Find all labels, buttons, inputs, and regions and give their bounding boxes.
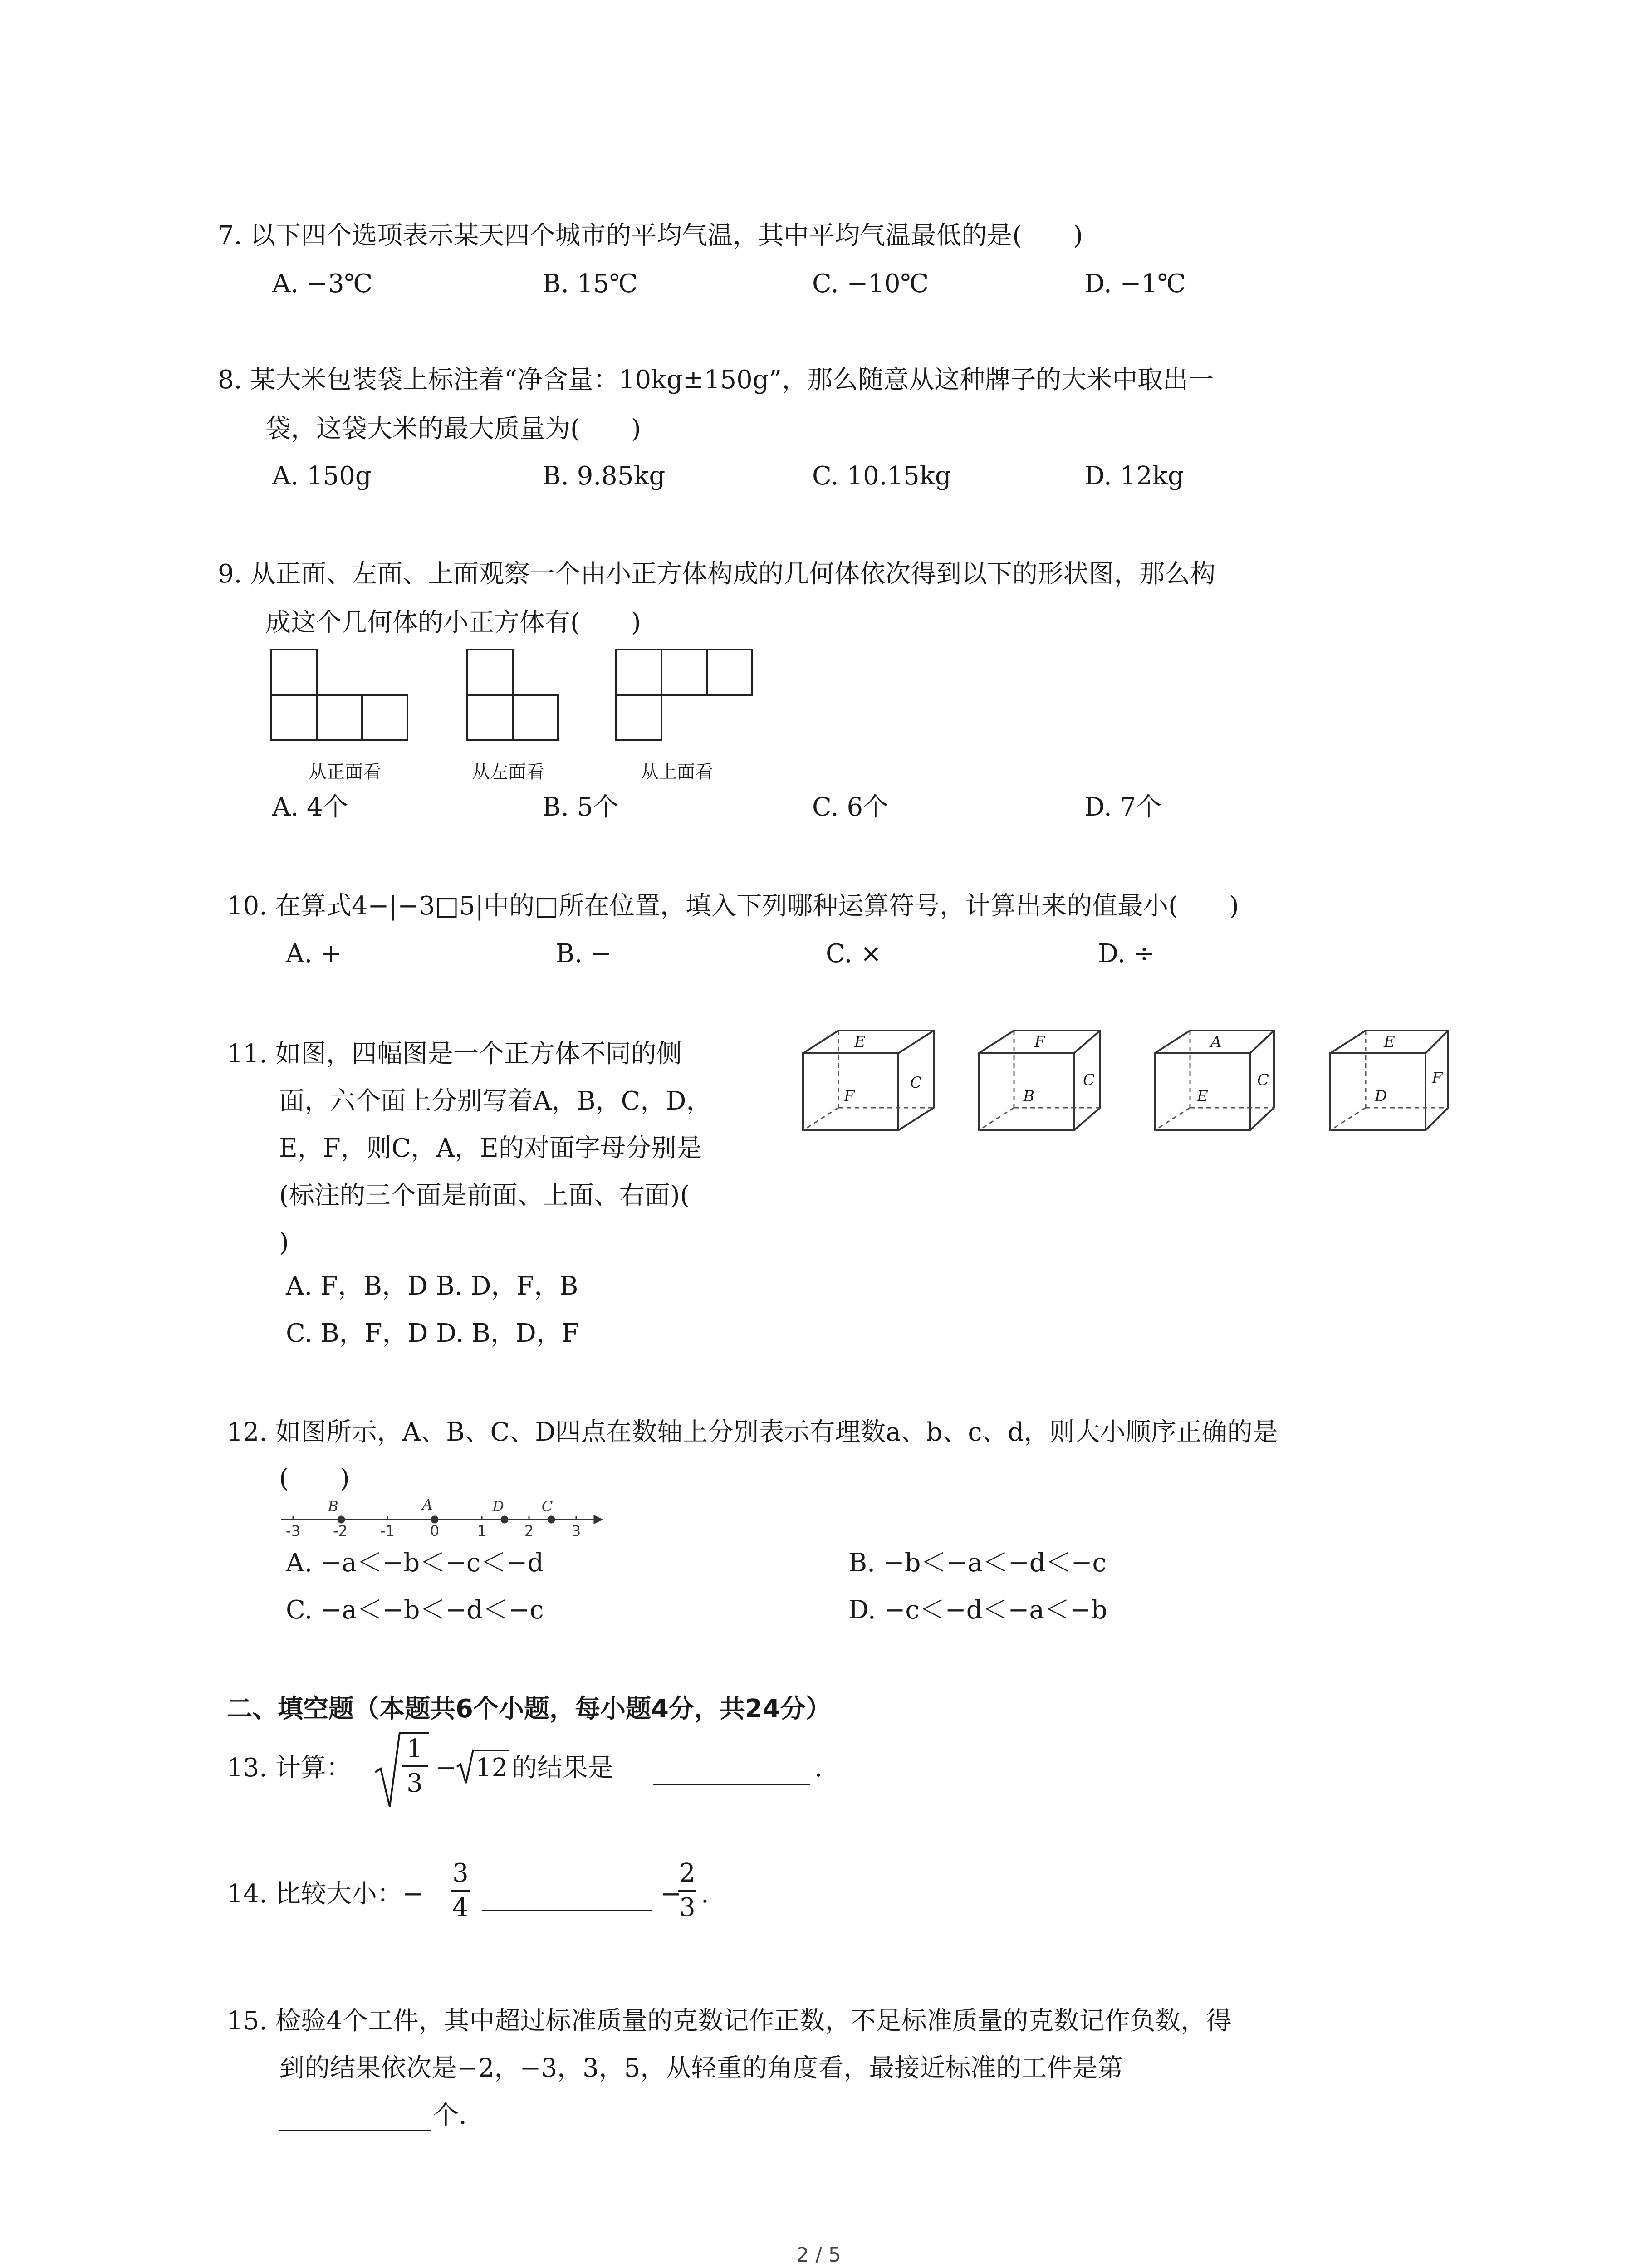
- q12-tick-label: 1: [477, 1522, 487, 1540]
- q8-option-d: D. 12kg: [1084, 461, 1184, 491]
- q12-option-a: A. −a＜−b＜−c＜−d: [286, 1548, 544, 1578]
- q11-cube-4-front-letter: D: [1375, 1087, 1387, 1105]
- q7-stem: 7. 以下四个选项表示某天四个城市的平均气温，其中平均气温最低的是( ): [218, 221, 1083, 250]
- q14-fraction-1-bar: [451, 1890, 470, 1892]
- q12-point-label-b: B: [328, 1498, 338, 1515]
- q12-tick-label: -1: [380, 1522, 395, 1540]
- q14-fraction-2: [678, 1858, 696, 1922]
- q14-fraction-2-numerator: 2: [679, 1858, 696, 1888]
- q12-point-label-a: A: [422, 1496, 433, 1513]
- q11-cube-1-top-letter: E: [854, 1033, 866, 1051]
- q7-option-d: D. −1℃: [1084, 269, 1186, 298]
- q11-line4: (标注的三个面是前面、上面、右面)(: [279, 1181, 690, 1210]
- q11-cube-2-right-letter: C: [1083, 1071, 1095, 1089]
- q11-options-ab: A. F，B，D B. D，F，B: [286, 1271, 578, 1301]
- q10-stem: 10. 在算式4−|−3□5|中的□所在位置，填入下列哪种运算符号，计算出来的值最小( ): [227, 891, 1239, 921]
- q11-cube-3-front-letter: E: [1197, 1087, 1208, 1105]
- q12-tick-label: -2: [333, 1522, 348, 1540]
- q11-line2: 面，六个面上分别写着A，B，C，D，: [279, 1086, 712, 1116]
- q13-answer-blank[interactable]: [653, 1784, 810, 1785]
- q12-point-label-d: D: [492, 1498, 504, 1515]
- q12-tick-label: 3: [571, 1522, 581, 1540]
- q9-left-view-figure: [466, 649, 562, 742]
- q8-stem-line1: 8. 某大米包装袋上标注着“净含量：10kg±150g”，那么随意从这种牌子的大米中取出一: [218, 365, 1214, 395]
- q14-minus: −: [660, 1879, 681, 1909]
- q11-cube-2-front-letter: B: [1023, 1087, 1034, 1105]
- q15-answer-blank[interactable]: [279, 2130, 431, 2131]
- q11-cube-1-front-letter: F: [844, 1087, 855, 1105]
- q12-stem-line2: ( ): [279, 1464, 350, 1493]
- q11-cube-3-top-letter: A: [1210, 1033, 1222, 1051]
- q12-stem-line1: 12. 如图所示，A、B、C、D四点在数轴上分别表示有理数a、b、c、d，则大小顺序正确的是: [227, 1418, 1278, 1447]
- q10-option-d: D. ÷: [1098, 939, 1155, 968]
- q11-line1: 11. 如图，四幅图是一个正方体不同的侧: [227, 1039, 682, 1069]
- q13-fraction-numerator: 1: [407, 1734, 423, 1764]
- q13-prefix: 13. 计算：: [227, 1753, 352, 1783]
- q9-stem-line1: 9. 从正面、左面、上面观察一个由小正方体构成的几何体依次得到以下的形状图，那么构: [218, 559, 1216, 589]
- q13-radicand: 12: [475, 1753, 508, 1783]
- q8-option-a: A. 150g: [272, 461, 372, 491]
- q11-cube-4-top-letter: E: [1384, 1033, 1395, 1051]
- q15-line1: 15. 检验4个工件，其中超过标准质量的克数记作正数，不足标准质量的克数记作负数，得: [227, 2006, 1232, 2036]
- q13-fraction: [402, 1736, 428, 1796]
- q15-line2: 到的结果依次是−2，−3，3，5，从轻重的角度看，最接近标准的工件是第: [279, 2053, 1123, 2083]
- q9-option-d: D. 7个: [1084, 792, 1162, 822]
- q13-sqrt-fraction-sign: [374, 1730, 402, 1812]
- q8-option-c: C. 10.15kg: [812, 461, 951, 491]
- q7-option-b: B. 15℃: [542, 269, 638, 298]
- q14-period: .: [701, 1879, 709, 1909]
- q9-option-a: A. 4个: [272, 792, 348, 822]
- q9-front-view-label: 从正面看: [309, 762, 381, 782]
- q13-sqrt-fraction-overline: [399, 1732, 429, 1734]
- q9-option-c: C. 6个: [812, 792, 889, 822]
- section-2-heading: 二、填空题（本题共6个小题，每小题4分，共24分）: [227, 1694, 831, 1724]
- q10-option-c: C. ×: [826, 939, 882, 968]
- q13-suffix: 的结果是: [512, 1753, 613, 1783]
- q14-prefix: 14. 比较大小：−: [227, 1879, 424, 1909]
- q11-cube-1-right-letter: C: [910, 1074, 922, 1092]
- q11-cube-4-right-letter: F: [1432, 1069, 1443, 1087]
- q12-option-b: B. −b＜−a＜−d＜−c: [848, 1548, 1107, 1578]
- q11-line3: E，F，则C，A，E的对面字母分别是: [279, 1134, 702, 1163]
- q8-option-b: B. 9.85kg: [542, 461, 666, 491]
- q9-left-view-label: 从左面看: [472, 762, 544, 782]
- q14-fraction-1: [451, 1858, 470, 1922]
- q14-answer-blank[interactable]: [482, 1910, 652, 1911]
- q12-option-d: D. −c＜−d＜−a＜−b: [848, 1595, 1107, 1625]
- q12-number-line: [277, 1497, 603, 1538]
- q12-tick-label: -3: [286, 1522, 300, 1540]
- q11-cube-2: [978, 1030, 1114, 1136]
- q12-option-c: C. −a＜−b＜−d＜−c: [286, 1595, 544, 1625]
- q7-option-a: A. −3℃: [272, 269, 373, 298]
- q11-options-cd: C. B，F，D D. B，D，F: [286, 1319, 579, 1348]
- q11-cube-2-top-letter: F: [1034, 1033, 1045, 1051]
- q11-cube-3: [1154, 1030, 1290, 1136]
- q11-cube-4: [1329, 1030, 1465, 1136]
- q12-point-label-c: C: [541, 1498, 553, 1515]
- q9-top-view-figure: [615, 649, 756, 742]
- q13-sqrt-sign: [456, 1749, 474, 1785]
- q10-option-a: A. +: [286, 939, 342, 968]
- q12-tick-label: 0: [430, 1522, 440, 1540]
- q9-top-view-label: 从上面看: [641, 762, 713, 782]
- q11-cube-1: [802, 1030, 938, 1136]
- q8-stem-line2: 袋，这袋大米的最大质量为( ): [265, 414, 641, 444]
- q15-line3: 个.: [433, 2101, 467, 2130]
- q13-minus: −: [436, 1753, 457, 1783]
- page-number: 2 / 5: [796, 2244, 841, 2267]
- q13-fraction-denominator: 3: [407, 1769, 423, 1798]
- q12-tick-label: 2: [524, 1522, 534, 1540]
- q7-option-c: C. −10℃: [812, 269, 929, 298]
- q14-fraction-1-numerator: 3: [452, 1858, 469, 1888]
- q14-fraction-2-bar: [678, 1890, 696, 1892]
- q14-fraction-2-denominator: 3: [679, 1893, 696, 1922]
- q13-fraction-bar: [402, 1765, 428, 1767]
- q10-option-b: B. −: [556, 939, 612, 968]
- q13-sqrt-overline: [473, 1750, 509, 1751]
- q9-option-b: B. 5个: [542, 792, 619, 822]
- q13-period: .: [814, 1753, 823, 1783]
- q9-front-view-figure: [270, 649, 411, 742]
- q9-stem-line2: 成这个几何体的小正方体有( ): [265, 608, 641, 637]
- q11-cube-3-right-letter: C: [1257, 1071, 1269, 1089]
- q11-line5: ): [279, 1228, 289, 1257]
- q14-fraction-1-denominator: 4: [452, 1893, 469, 1922]
